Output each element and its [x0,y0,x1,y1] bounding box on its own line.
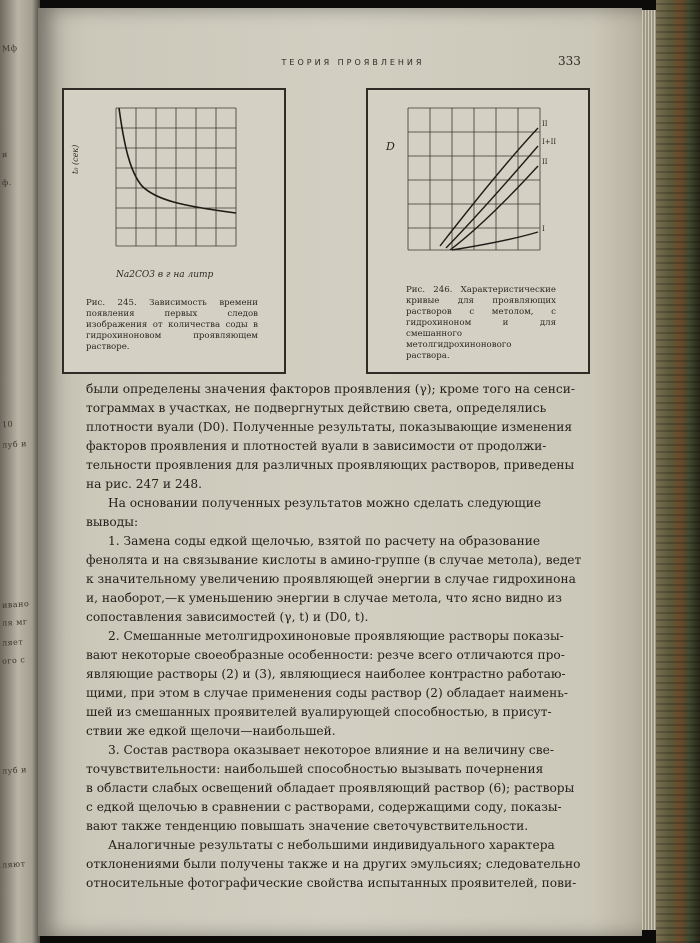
paragraph-4 [86,627,586,741]
text-line: тограммах в участках, не подвергнутых действию света, определялись [86,401,547,415]
text-line: Аналогичные результаты с небольшими индивидуального характера [108,838,555,852]
figure-246-caption: Рис. 246. Характеристические кривые для проявляющих растворов с метолом, с гидрохиноном и для смешанного метолгидрохинонового раствора. [406,285,556,361]
paragraph-3 [86,532,586,627]
text-line: к значительному увеличению проявляющей энергии в случае гидрохинона [86,572,576,586]
book-cover-edge [656,0,700,943]
page-number: 333 [558,54,581,68]
text-line: являющие растворы (2) и (3), являющиеся наиболее контрастно работаю- [86,667,566,681]
text-line: ствии же едкой щелочи—наибольшей. [86,724,336,738]
svg-text:I: I [542,225,545,233]
text-line: с едкой щелочью в сравнении с растворами, содержащими соду, показы- [86,800,562,814]
text-line: На основании полученных результатов можно сделать следующие [108,496,542,510]
text-line: сопоставления зависимостей (γ, t) и (D0, t). [86,610,369,624]
text-line: 2. Смешанные метолгидрохиноновые проявляющие растворы показы- [108,629,564,643]
text-line: были определены значения факторов проявления (γ); кроме того на сенси- [86,382,575,396]
text-line: вают некоторые своеобразные особенности: резче всего отличаются про- [86,648,565,662]
figure-246 [366,88,590,374]
text-line: вают также тенденцию повышать значение светочувствительности. [86,819,529,833]
text-line: точувствительности: наибольшей способностью вызывать почернения [86,762,544,776]
svg-text:II: II [542,120,548,128]
figure-245 [62,88,286,374]
running-head: ТЕОРИЯ ПРОЯВЛЕНИЯ [281,58,425,67]
svg-text:II: II [542,158,548,166]
text-line: выводы: [86,515,139,529]
paragraph-2 [86,494,586,532]
text-line: щими, при этом в случае применения соды раствор (2) обладает наимень- [86,686,569,700]
text-line: тельности проявления для различных проявляющих растворов, приведены [86,458,575,472]
text-line: фенолята и на связывание кислоты в амино-группе (в случае метола), ведет [86,553,582,567]
svg-text:t₀ (сек): t₀ (сек) [71,144,80,174]
figure-245-x-label: Na2CO3 в г на литр [116,270,214,280]
svg-text:D: D [386,140,395,153]
paragraph-5 [86,741,586,836]
text-line: 3. Состав раствора оказывает некоторое влияние и на величину све- [108,743,554,757]
facing-page-edge: Мф и ф. 10 луб и ивано ля мг ляет ого с луб и ляют [0,0,40,943]
page-stack-edge [642,10,656,930]
figure-245-caption: Рис. 245. Зависимость времени появления первых следов изображения от количества соды в гидрохиноновом проявляющем растворе. [86,298,258,352]
text-line: плотности вуали (D0). Полученные результаты, показывающие изменения [86,420,573,434]
paragraph-6 [86,836,586,893]
book-page [38,8,642,936]
text-line: факторов проявления и плотностей вуали в зависимости от продолжи- [86,439,547,453]
svg-text:I+II: I+II [542,138,557,146]
text-line: в области слабых освещений обладает проявляющий раствор (6); растворы [86,781,575,795]
text-line: относительные фотографические свойства испытанных проявителей, пови- [86,876,577,890]
paragraph-1 [86,380,586,494]
text-line: шей из смешанных проявителей вуалирующей способностью, в присут- [86,705,552,719]
text-line: 1. Замена соды едкой щелочью, взятой по расчету на образование [108,534,541,548]
text-line: на рис. 247 и 248. [86,477,203,491]
text-line: и, наоборот,—к уменьшению энергии в случае метола, что ясно видно из [86,591,562,605]
text-line: отклонениями были получены также и на других эмульсиях; следовательно [86,857,581,871]
